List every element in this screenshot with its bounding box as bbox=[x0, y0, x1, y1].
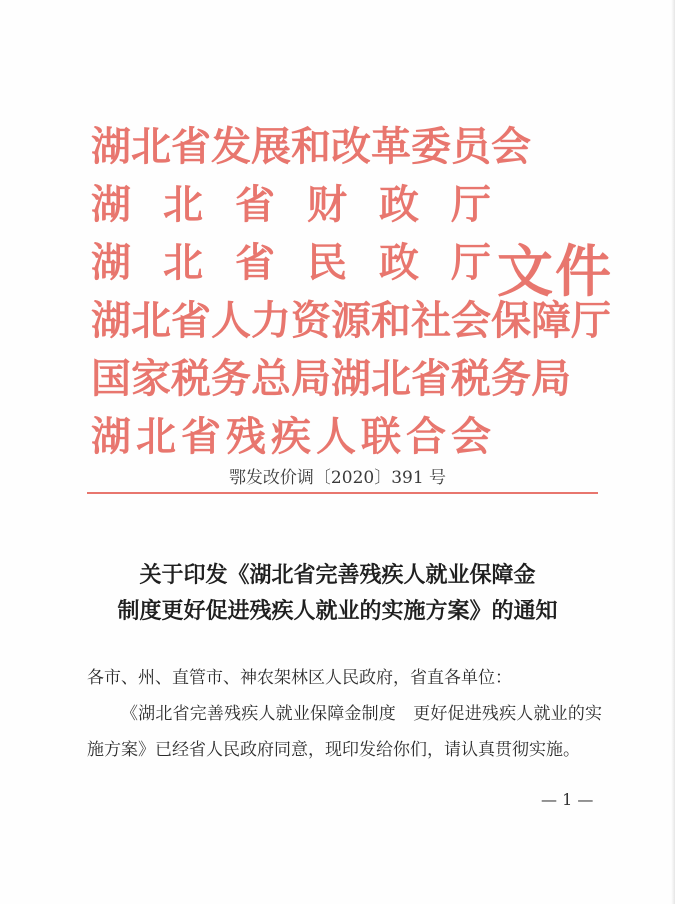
issuer-finance: 湖北省财政厅 bbox=[91, 181, 491, 228]
body-paragraph: 《湖北省完善残疾人就业保障金制度 更好促进残疾人就业的实施方案》已经省人民政府同意，现印发给你们，请认真贯彻实施。 bbox=[87, 704, 602, 760]
title-line-2: 制度更好促进残疾人就业的实施方案》的通知 bbox=[117, 598, 558, 624]
document-title bbox=[0, 557, 675, 629]
issuer-civil-affairs: 湖北省民政厅 bbox=[91, 239, 491, 286]
title-line-1: 关于印发《湖北省完善残疾人就业保障金 bbox=[139, 562, 536, 588]
salutation: 各市、州、直管市、神农架林区人民政府，省直各单位： bbox=[87, 668, 512, 688]
issuer-human-resources: 湖北省人力资源和社会保障厅 bbox=[91, 297, 611, 344]
page-edge bbox=[671, 0, 675, 904]
issuer-disabled-federation: 湖北省残疾人联合会 bbox=[91, 413, 491, 460]
red-divider bbox=[87, 492, 598, 494]
document-type-label: 文件 bbox=[497, 239, 613, 305]
page-number: — 1 — bbox=[541, 790, 594, 809]
issuer-tax-bureau: 国家税务总局湖北省税务局 bbox=[91, 355, 571, 402]
issuer-ndrc: 湖北省发展和改革委员会 bbox=[91, 123, 531, 170]
document-number: 鄂发改价调〔2020〕391 号 bbox=[228, 468, 447, 488]
document-body bbox=[87, 660, 602, 768]
